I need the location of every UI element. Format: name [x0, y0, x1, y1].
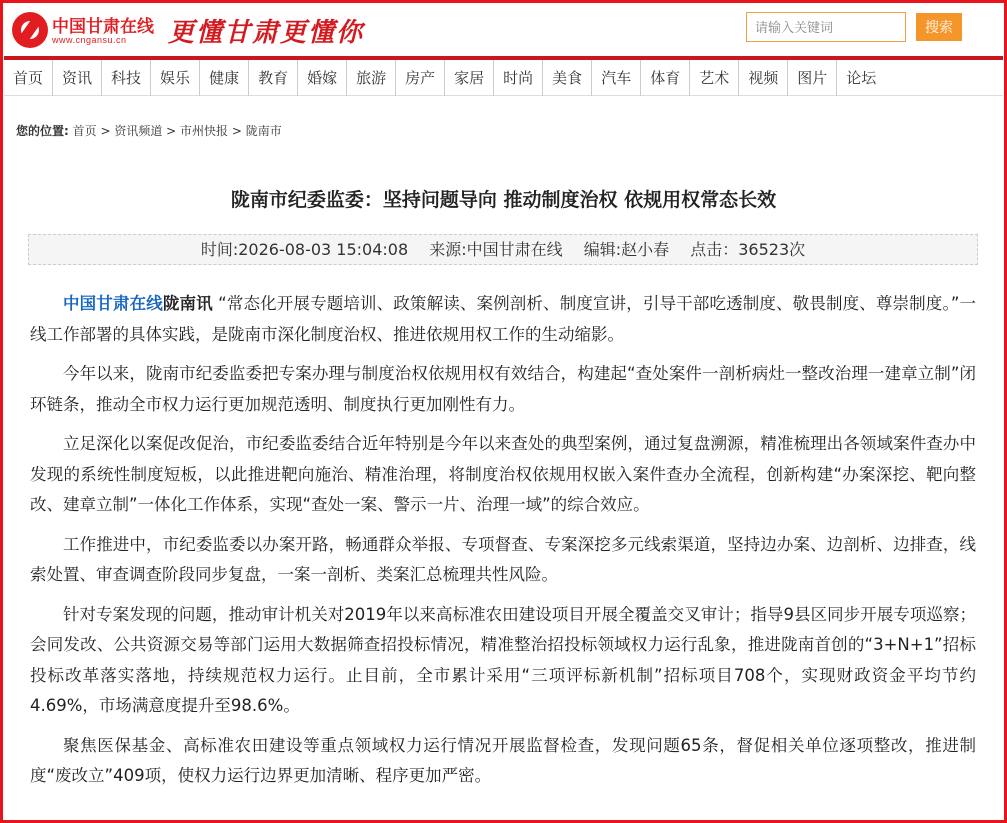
search-input[interactable]: [746, 12, 906, 42]
nav-item[interactable]: 体育: [641, 60, 690, 96]
main-nav: [4, 60, 1003, 96]
paragraph-3: 立足深化以案促改促治，市纪委监委结合近年特别是今年以来查处的典型案例，通过复盘溯源，精准梳理出各领域案件查办中发现的系统性制度短板，以此推进靶向施治、精准治理，将制度治权依规用权嵌入案件查办全流程，创新构建“办案深挖、靶向整改、建章立制”一体化工作体系，实现“查处一案、警示一片、治理一域”的综合效应。: [30, 434, 976, 514]
search-button[interactable]: 搜索: [916, 13, 962, 41]
article-title: 陇南市纪委监委：坚持问题导向 推动制度治权 依规用权常态长效: [230, 189, 777, 211]
article-clicks: 点击：36523次: [690, 240, 806, 259]
logo-name: 中国甘肃在线: [52, 17, 154, 37]
nav-item[interactable]: 科技: [102, 60, 151, 96]
paragraph-1-text: “常态化开展专题培训、政策解读、案例剖析、制度宣讲，引导干部吃透制度、敬畏制度、尊崇制度。”一线工作部署的具体实践，是陇南市深化制度治权、推进依规用权工作的生动缩影。: [30, 294, 977, 344]
lead-source-link[interactable]: 中国甘肃在线: [63, 294, 163, 313]
paragraph-5: 针对专案发现的问题，推动审计机关对2019年以来高标准农田建设项目开展全覆盖交叉审计；指导9县区同步开展专项巡察；会同发改、公共资源交易等部门运用大数据筛查招投标情况，精准整治招投标领域权力运行乱象，推进陇南首创的“3+N+1”招标投标改革落实落地，持续规范权力运行。止目前，全市累计采用“三项评标新机制”招标项目708个，实现财政资金平均节约4.69%，市场满意度提升至98.6%。: [30, 604, 976, 715]
logo-url: www.cngansu.cn: [52, 35, 127, 45]
nav-item[interactable]: 教育: [249, 60, 298, 96]
site-logo[interactable]: [12, 10, 160, 52]
breadcrumb: [16, 122, 282, 139]
nav-item[interactable]: 时尚: [494, 60, 543, 96]
nav-item[interactable]: 汽车: [592, 60, 641, 96]
nav-item[interactable]: 房产: [396, 60, 445, 96]
nav-item[interactable]: 首页: [4, 60, 53, 96]
article-time: 时间:2026-08-03 15:04:08: [200, 240, 409, 259]
nav-item[interactable]: 健康: [200, 60, 249, 96]
paragraph-2: 今年以来，陇南市纪委监委把专案办理与制度治权依规用权有效结合，构建起“查处案件一剖析病灶一整改治理一建章立制”闭环链条，推动全市权力运行更加规范透明、制度执行更加刚性有力。: [30, 364, 976, 414]
paragraph-6: 聚焦医保基金、高标准农田建设等重点领域权力运行情况开展监督检查，发现问题65条，督促相关单位逐项整改，推进制度“废改立”409项，使权力运行边界更加清晰、程序更加严密。: [30, 735, 976, 785]
nav-item[interactable]: 家居: [445, 60, 494, 96]
nav-item[interactable]: 论坛: [846, 69, 877, 87]
nav-item[interactable]: 美食: [543, 60, 592, 96]
article-source: 来源:中国甘肃在线: [429, 240, 563, 259]
nav-item[interactable]: 娱乐: [151, 60, 200, 96]
nav-item[interactable]: 资讯: [53, 60, 102, 96]
lead-dateline: 陇南讯: [162, 294, 213, 313]
nav-item[interactable]: 图片: [788, 60, 837, 96]
breadcrumb-label: 您的位置:: [16, 124, 69, 138]
paragraph-4: 工作推进中，市纪委监委以办案开路，畅通群众举报、专项督查、专案深挖多元线索渠道，坚持边办案、边剖析、边排查，线索处置、审查调查阶段同步复盘，一案一剖析、类案汇总梳理共性风险。: [30, 534, 976, 584]
paragraph-1: [30, 289, 976, 350]
nav-item[interactable]: 婚嫁: [298, 60, 347, 96]
logo-icon: [12, 12, 48, 48]
article-body: [30, 289, 976, 801]
nav-item[interactable]: 视频: [739, 60, 788, 96]
nav-item[interactable]: 旅游: [347, 60, 396, 96]
article-editor: 编辑:赵小春: [583, 240, 670, 259]
site-header: [4, 4, 1003, 60]
article-meta: [28, 234, 978, 265]
site-slogan: 更懂甘肃更懂你: [168, 18, 365, 48]
breadcrumb-path[interactable]: 首页 > 资讯频道 > 市州快报 > 陇南市: [72, 124, 282, 138]
nav-item[interactable]: 艺术: [690, 60, 739, 96]
